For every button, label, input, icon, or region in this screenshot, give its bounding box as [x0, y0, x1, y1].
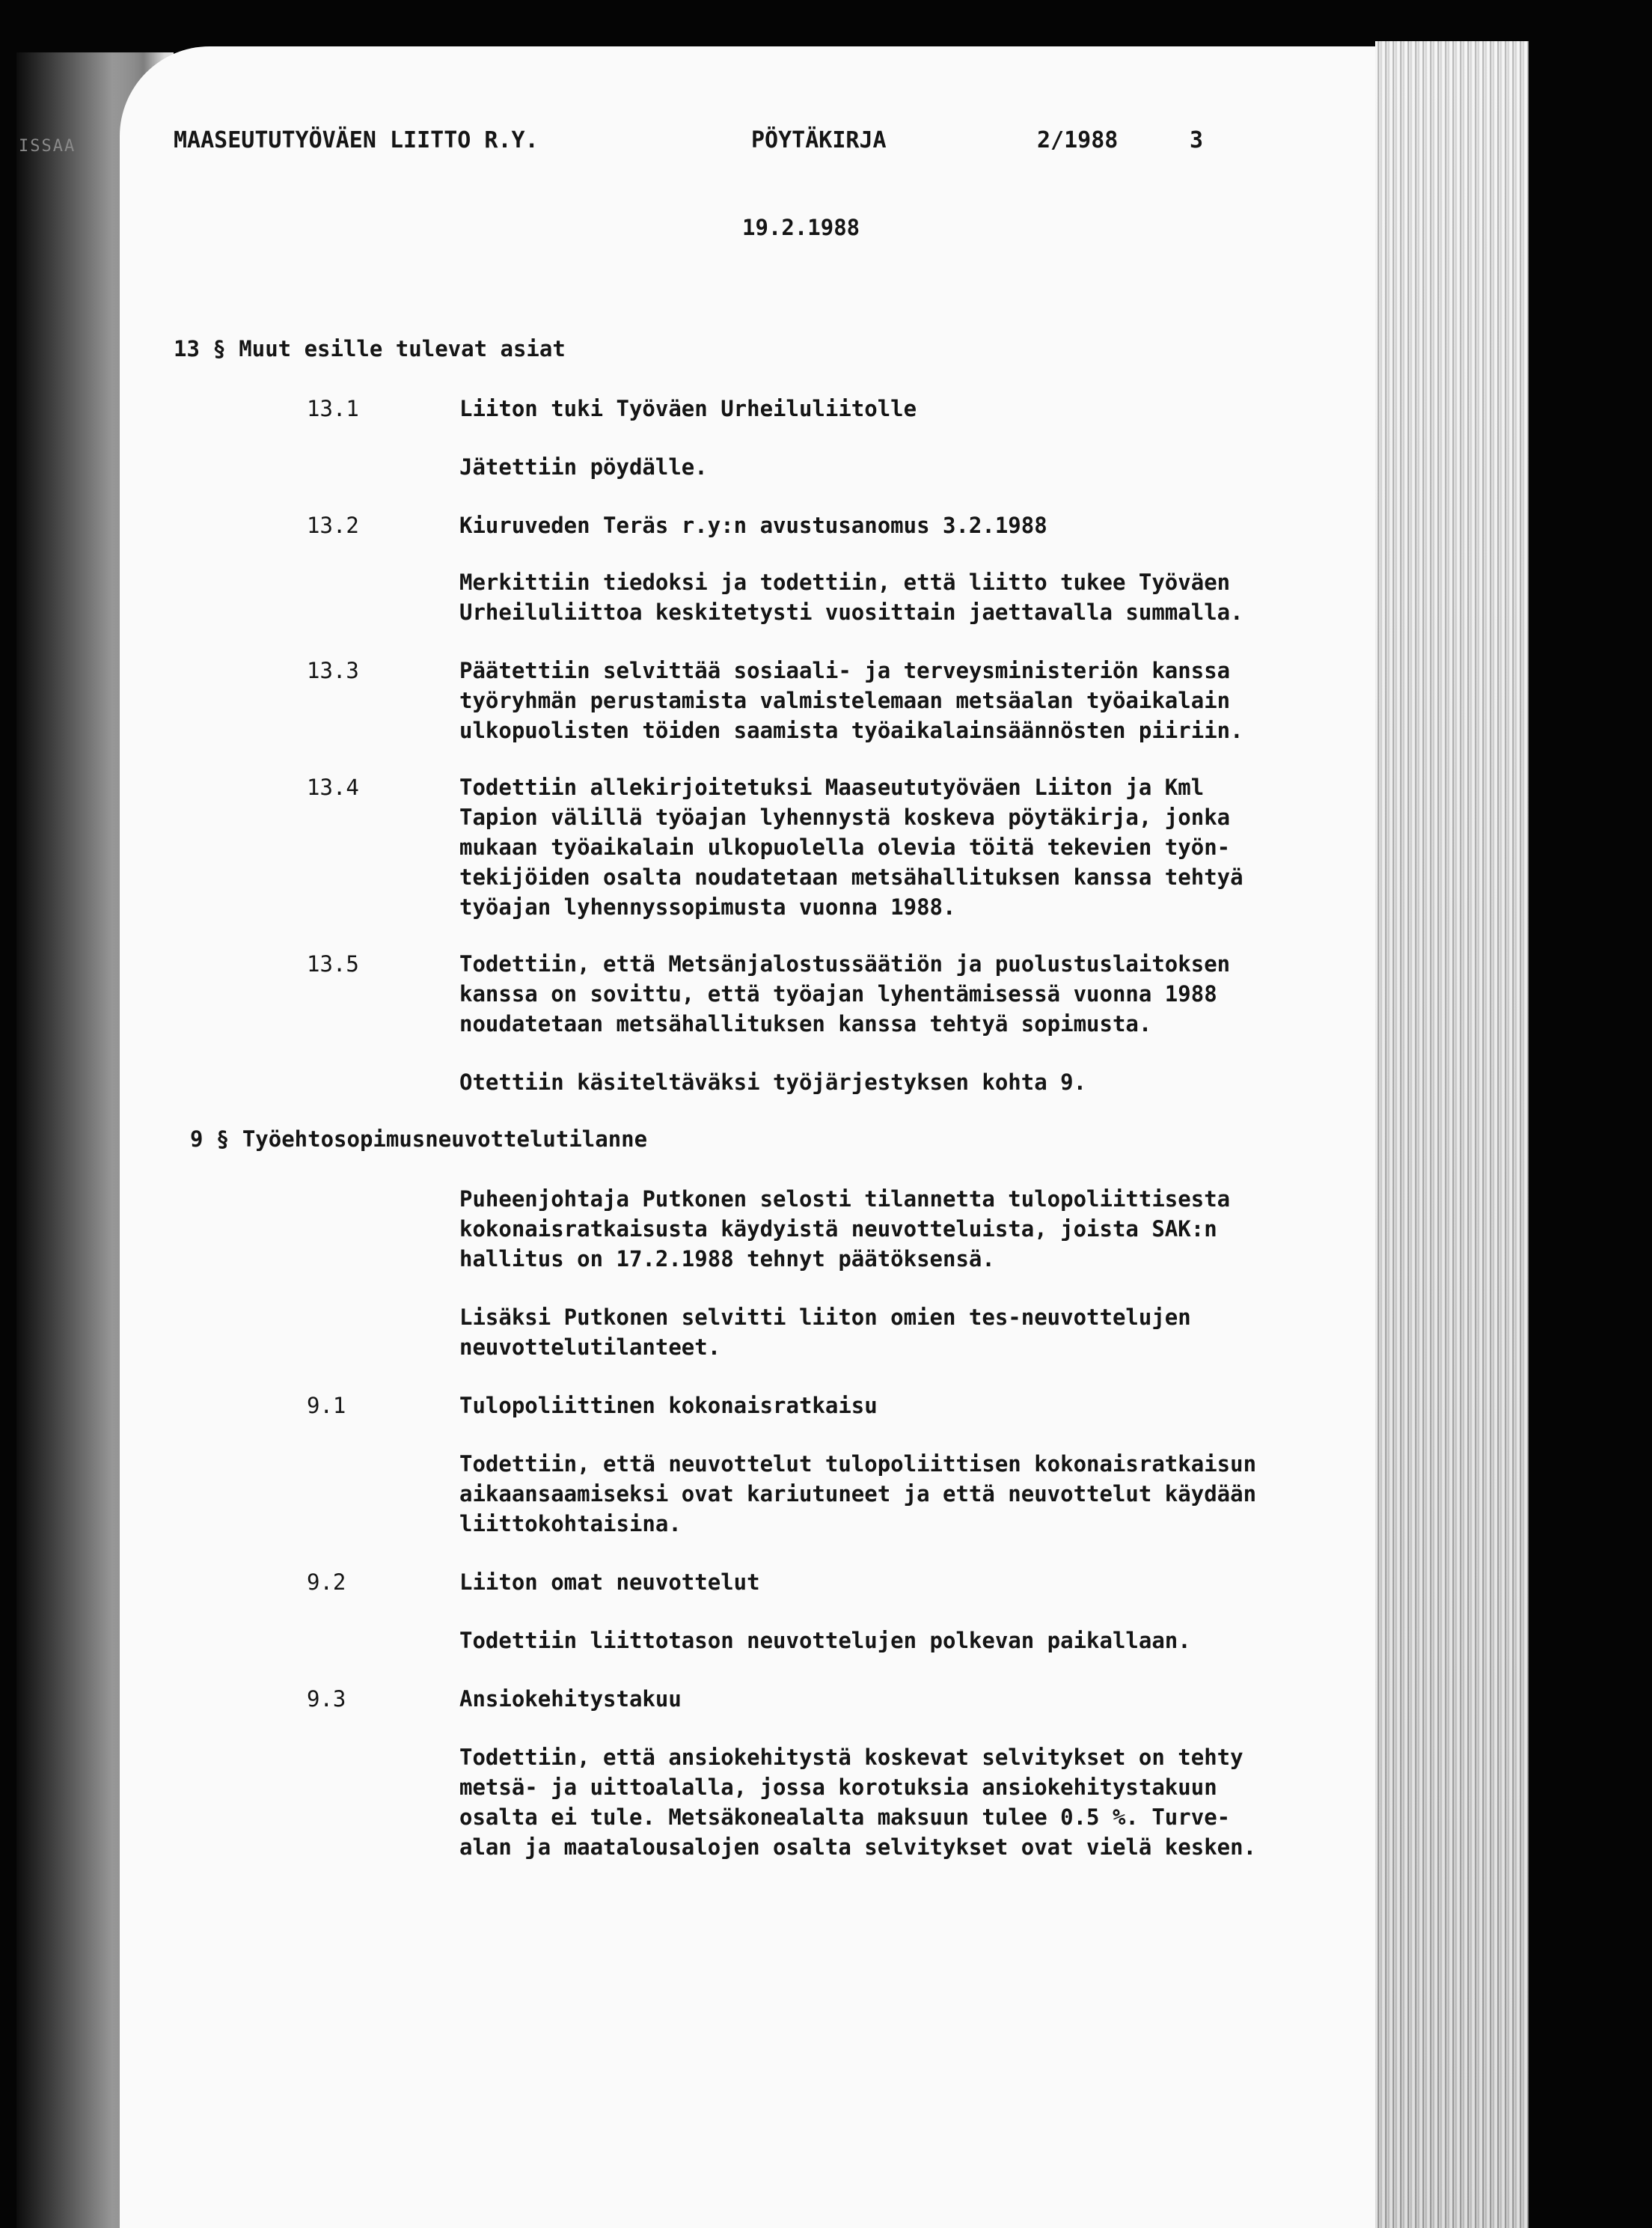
item-text-line: aikaansaamiseksi ovat kariutuneet ja että neuvottelut käydään: [459, 1481, 1257, 1507]
section-13-heading: 13 § Muut esille tulevat asiat: [174, 336, 566, 361]
item-text-line: Tapion välillä työajan lyhennystä koskeva pöytäkirja, jonka: [459, 805, 1231, 830]
item-text-line: työajan lyhennyssopimusta vuonna 1988.: [459, 894, 956, 920]
item-text-line: Todettiin, että Metsänjalostussäätiön ja puolustuslaitoksen: [459, 951, 1231, 977]
item-text-line: metsä- ja uittoalalla, jossa korotuksia ansiokehitystakuun: [459, 1774, 1217, 1800]
item-text-line: Todettiin, että ansiokehitystä koskevat selvitykset on tehty: [459, 1745, 1243, 1770]
item-number: 9.2: [307, 1569, 346, 1595]
document-number: 2/1988: [1037, 127, 1119, 153]
item-text-line: Urheiluliittoa keskitetysti vuosittain jaettavalla summalla.: [459, 599, 1243, 625]
document-type: PÖYTÄKIRJA: [751, 127, 887, 153]
item-number: 9.1: [307, 1393, 346, 1418]
item-title: Kiuruveden Teräs r.y:n avustusanomus 3.2.1988: [459, 513, 1047, 538]
intro-line: kokonaisratkaisusta käydyistä neuvotteluista, joista SAK:n: [459, 1216, 1217, 1242]
organization-name: MAASEUTUTYÖVÄEN LIITTO R.Y.: [174, 127, 539, 153]
item-number: 13.2: [307, 513, 359, 538]
item-number: 13.3: [307, 658, 359, 683]
item-text-line: alan ja maatalousalojen osalta selvitykset ovat vielä kesken.: [459, 1834, 1257, 1860]
item-text-line: Todettiin allekirjoitetuksi Maaseututyöväen Liiton ja Kml: [459, 775, 1205, 800]
meeting-date: 19.2.1988: [742, 215, 860, 240]
intro-line: Lisäksi Putkonen selvitti liiton omien tes-neuvottelujen: [459, 1304, 1191, 1330]
intro-line: Puheenjohtaja Putkonen selosti tilannetta tulopoliittisesta: [459, 1186, 1231, 1212]
item-text-line: Merkittiin tiedoksi ja todettiin, että liitto tukee Työväen: [459, 570, 1231, 595]
item-text-line: kanssa on sovittu, että työajan lyhentämisessä vuonna 1988: [459, 981, 1217, 1007]
item-text: Jätettiin pöydälle.: [459, 454, 708, 480]
item-title: Ansiokehitystakuu: [459, 1686, 682, 1712]
item-number: 13.1: [307, 396, 359, 421]
item-text-line: liittokohtaisina.: [459, 1511, 682, 1536]
item-number: 13.5: [307, 951, 359, 977]
item-text-line: Todettiin, että neuvottelut tulopoliittisen kokonaisratkaisun: [459, 1451, 1257, 1477]
closing-note: Otettiin käsiteltäväksi työjärjestyksen kohta 9.: [459, 1069, 1087, 1095]
item-title: Liiton omat neuvottelut: [459, 1569, 760, 1595]
item-text-line: noudatetaan metsähallituksen kanssa tehtyä sopimusta.: [459, 1011, 1152, 1037]
item-text-line: tekijöiden osalta noudatetaan metsähallituksen kanssa tehtyä: [459, 864, 1243, 890]
item-text-line: osalta ei tule. Metsäkonealalta maksuun tulee 0.5 %. Turve-: [459, 1804, 1231, 1830]
item-title: Tulopoliittinen kokonaisratkaisu: [459, 1393, 878, 1418]
section-9-heading: 9 § Työehtosopimusneuvottelutilanne: [190, 1126, 648, 1152]
page-number: 3: [1190, 127, 1204, 153]
item-text-line: ulkopuolisten töiden saamista työaikalainsäännösten piiriin.: [459, 718, 1243, 743]
item-text-line: työryhmän perustamista valmistelemaan metsäalan työaikalain: [459, 688, 1231, 713]
item-number: 9.3: [307, 1686, 346, 1712]
item-number: 13.4: [307, 775, 359, 800]
facing-page-text: ISSAA: [19, 137, 76, 156]
intro-line: neuvottelutilanteet.: [459, 1334, 721, 1360]
intro-line: hallitus on 17.2.1988 tehnyt päätöksensä.: [459, 1246, 995, 1272]
item-text-line: Päätettiin selvittää sosiaali- ja terveysministeriön kanssa: [459, 658, 1231, 683]
item-text-line: Todettiin liittotason neuvottelujen polkevan paikallaan.: [459, 1628, 1191, 1653]
item-text-line: mukaan työaikalain ulkopuolella olevia töitä tekevien työn-: [459, 834, 1231, 860]
item-title: Liiton tuki Työväen Urheiluliitolle: [459, 396, 917, 421]
